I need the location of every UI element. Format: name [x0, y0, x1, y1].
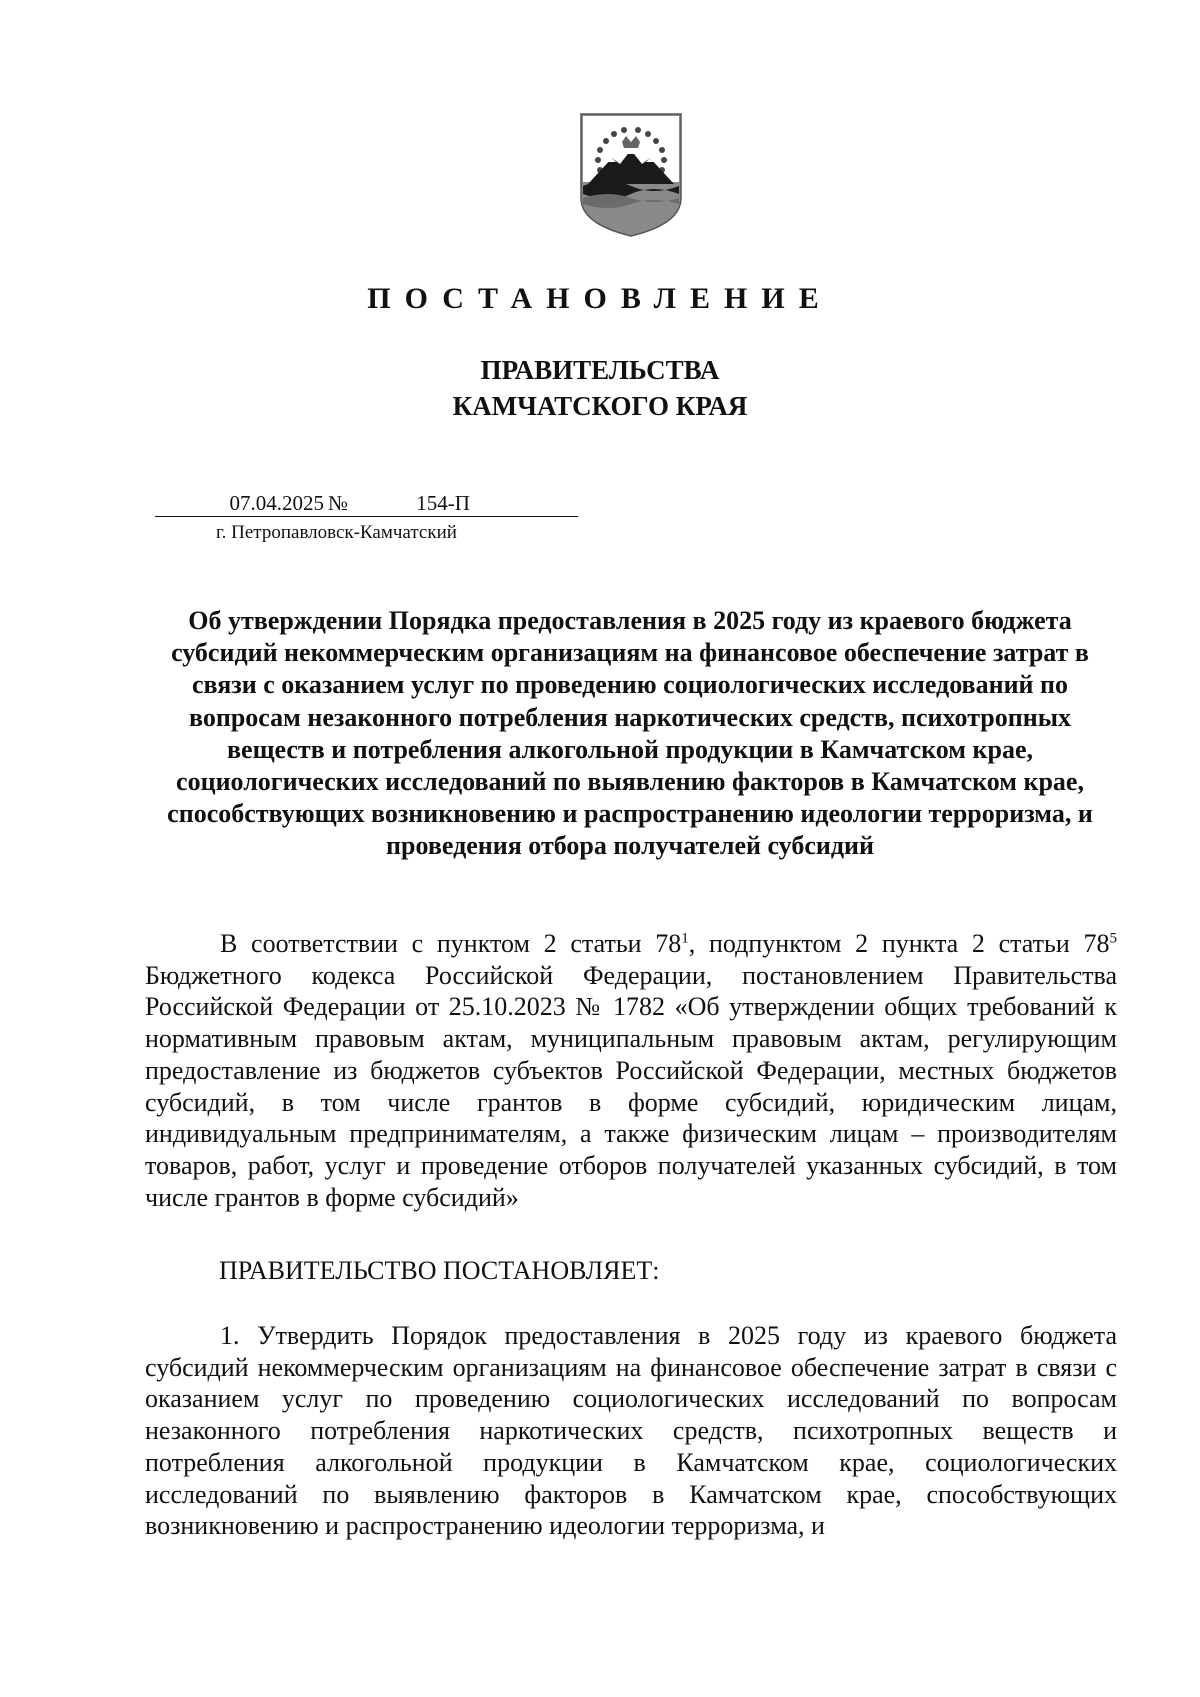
authority-line-2: КАМЧАТСКОГО КРАЯ: [452, 391, 748, 421]
document-type: ПОСТАНОВЛЕНИЕ: [367, 282, 833, 315]
item-1-paragraph: 1. Утвердить Порядок предоставления в 2025 году из краевого бюджета субсидий некоммерческим организациям на финансовое обеспечение затрат в связи с оказанием услуг по проведению социологических исследований по вопросам незаконного потребления наркотических средств, психотропных веществ и потребления алкогольной продукции в Камчатском крае, социологических исследований по выявлению факторов в Камчатском крае, способствующих возникновению и распространению идеологии терроризма, и: [145, 1321, 1117, 1541]
preamble-sup-1: 1: [681, 930, 689, 947]
document-date: 07.04.2025: [155, 490, 328, 517]
number-sign: №: [328, 491, 349, 515]
preamble-text-2: , подпунктом 2 пункта 2 статьи 78: [688, 929, 1110, 958]
decree-heading: ПРАВИТЕЛЬСТВО ПОСТАНОВЛЯЕТ:: [219, 1256, 660, 1285]
preamble-sup-2: 5: [1109, 930, 1117, 947]
document-title: Об утверждении Порядка предоставления в 2025 году из краевого бюджета субсидий некоммерческим организациям на финансовое обеспечение затрат в связи с оказанием услуг по проведению социологических исследований по вопросам незаконного потребления наркотических средств, психотропных веществ и потребления алкогольной продукции в Камчатском крае, социологических исследований по выявлению факторов в Камчатском крае, способствующих возникновению и распространению идеологии терроризма, и проведения отбора получателей субсидий: [167, 606, 1093, 861]
document-number: 154-П: [348, 490, 578, 517]
kamchatka-coat-of-arms-icon: [578, 112, 684, 238]
authority-line-1: ПРАВИТЕЛЬСТВА: [480, 355, 720, 385]
issuing-authority: [0, 352, 1200, 424]
document-meta: [155, 490, 578, 517]
preamble-text-3: Бюджетного кодекса Российской Федерации, постановлением Правительства Российской Федерации от 25.10.2023 № 1782 «Об утверждении общих требований к нормативным правовым актам, муниципальным правовым актам, регулирующим предоставление из бюджетов субъектов Российской Федерации, местных бюджетов субсидий, в том числе грантов в форме субсидий, юридическим лицам, индивидуальным предпринимателям, а также физическим лицам – производителям товаров, работ, услуг и проведение отборов получателей указанных субсидий, в том числе грантов в форме субсидий»: [145, 960, 1117, 1212]
preamble-paragraph: [145, 928, 1117, 1213]
preamble-text-1: В соответствии с пунктом 2 статьи 78: [220, 929, 682, 958]
document-city: г. Петропавловск-Камчатский: [216, 522, 457, 543]
